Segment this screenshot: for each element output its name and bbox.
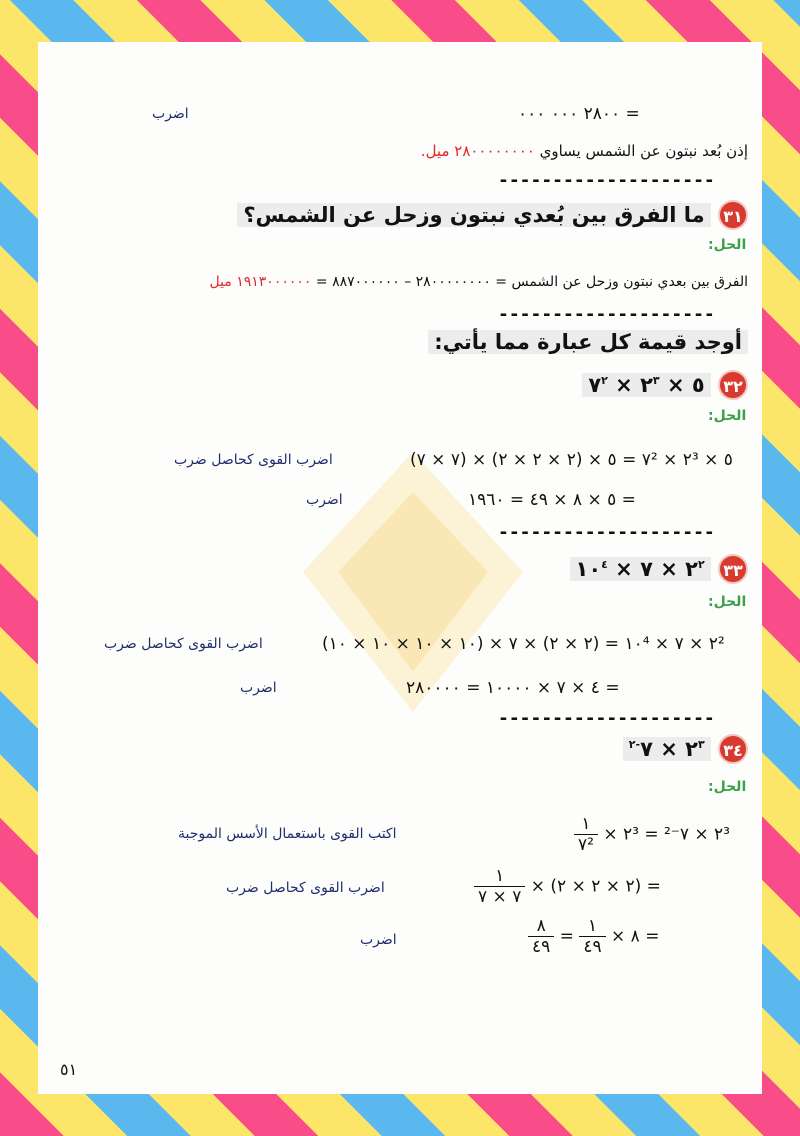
top-equation: = ٢٨٠٠ ٠٠٠ ٠٠٠ [518,104,640,124]
conclusion-line [338,142,748,160]
separator-1: -------------------- [498,170,715,191]
q34-heading [438,734,748,764]
q32-heading [438,370,748,400]
q34-line3-fraction-1: $\frac{١}{٤٩}$ [579,916,605,957]
q34-line3-fraction-2: $\frac{٨}{٤٩}$ [528,916,554,957]
page-number: ٥١ [60,1060,78,1079]
q32-line2-note: اضرب [306,492,343,508]
q33-line1: ٢² × ٧ × ١٠⁴ = (٢ × ٢) × ٧ × (١٠ × ١٠ × ١٠ × ١٠) [322,634,725,654]
separator-2: -------------------- [498,304,715,325]
q34-line1: ٢³ × ٧⁻² = ٢³ × $\frac{١}{\text{٧²}}$ [574,814,730,855]
q33-expression: $٢^٢$ × ٧ × $١٠^٤$ [570,557,711,581]
q31-answer: ١٩١٣٠٠٠٠٠٠ ميل [209,274,312,290]
q31-line: الفرق بين بعدي نبتون وزحل عن الشمس = ٢٨٠٠٠٠٠٠٠٠ – ٨٨٧٠٠٠٠٠٠ = [315,274,748,290]
q31-solution-line [78,274,748,290]
q34-line3: = ٨ × $\frac{١}{٤٩}$ = $\frac{٨}{٤٩}$ [528,916,659,957]
conclusion-value: ٢٨٠٠٠٠٠٠٠٠ ميل. [420,142,535,160]
q32-line2: = ٥ × ٨ × ٤٩ = ١٩٦٠ [468,490,636,510]
q34-expression: $٢^٣$ × $٧^{-٢}$ [623,737,711,761]
q31-heading [243,200,748,230]
q34-line3-note: اضرب [360,932,397,948]
q33-line2: = ٤ × ٧ × ١٠٠٠٠ = ٢٨٠٠٠٠ [406,678,620,698]
q32-line1-note: اضرب القوى كحاصل ضرب [174,452,333,468]
q32-line1: ٥ × ٢³ × ٧² = ٥ × (٢ × ٢ × ٢) × (٧ × ٧) [410,450,733,470]
q34-line2: = (٢ × ٢ × ٢) × $\frac{١}{٧ \times ٧}$ [474,866,661,907]
q34-line2-note: اضرب القوى كحاصل ضرب [226,880,385,896]
q33-solution-label: الحل: [708,594,747,610]
top-note: اضرب [152,106,189,122]
q34-line1-fraction: $\frac{١}{\text{٧²}}$ [574,814,598,855]
q34-solution-label: الحل: [708,779,747,795]
q34-badge: ٣٤ [718,734,748,764]
q32-badge: ٣٢ [718,370,748,400]
q31-badge: ٣١ [718,200,748,230]
q33-line1-note: اضرب القوى كحاصل ضرب [104,636,263,652]
q33-badge: ٣٣ [718,554,748,584]
q32-solution-label: الحل: [708,408,747,424]
q32-expression: ٥ × $٢^٣$ × $٧^٢$ [582,373,710,397]
q34-line1-note: اكتب القوى باستعمال الأسس الموجبة [178,826,397,842]
q34-line2-fraction: $\frac{١}{٧ \times ٧}$ [474,866,525,907]
q31-solution-label: الحل: [708,237,747,253]
separator-3: -------------------- [498,522,715,543]
section-title: أوجد قيمة كل عبارة مما يأتي: [338,330,748,354]
q31-question: ما الفرق بين بُعدي نبتون وزحل عن الشمس؟ [237,203,710,227]
q33-line2-note: اضرب [240,680,277,696]
separator-4: -------------------- [498,708,715,729]
q33-heading [438,554,748,584]
page-sheet [38,42,762,1094]
conclusion-text: إذن بُعد نبتون عن الشمس يساوي [539,142,748,160]
